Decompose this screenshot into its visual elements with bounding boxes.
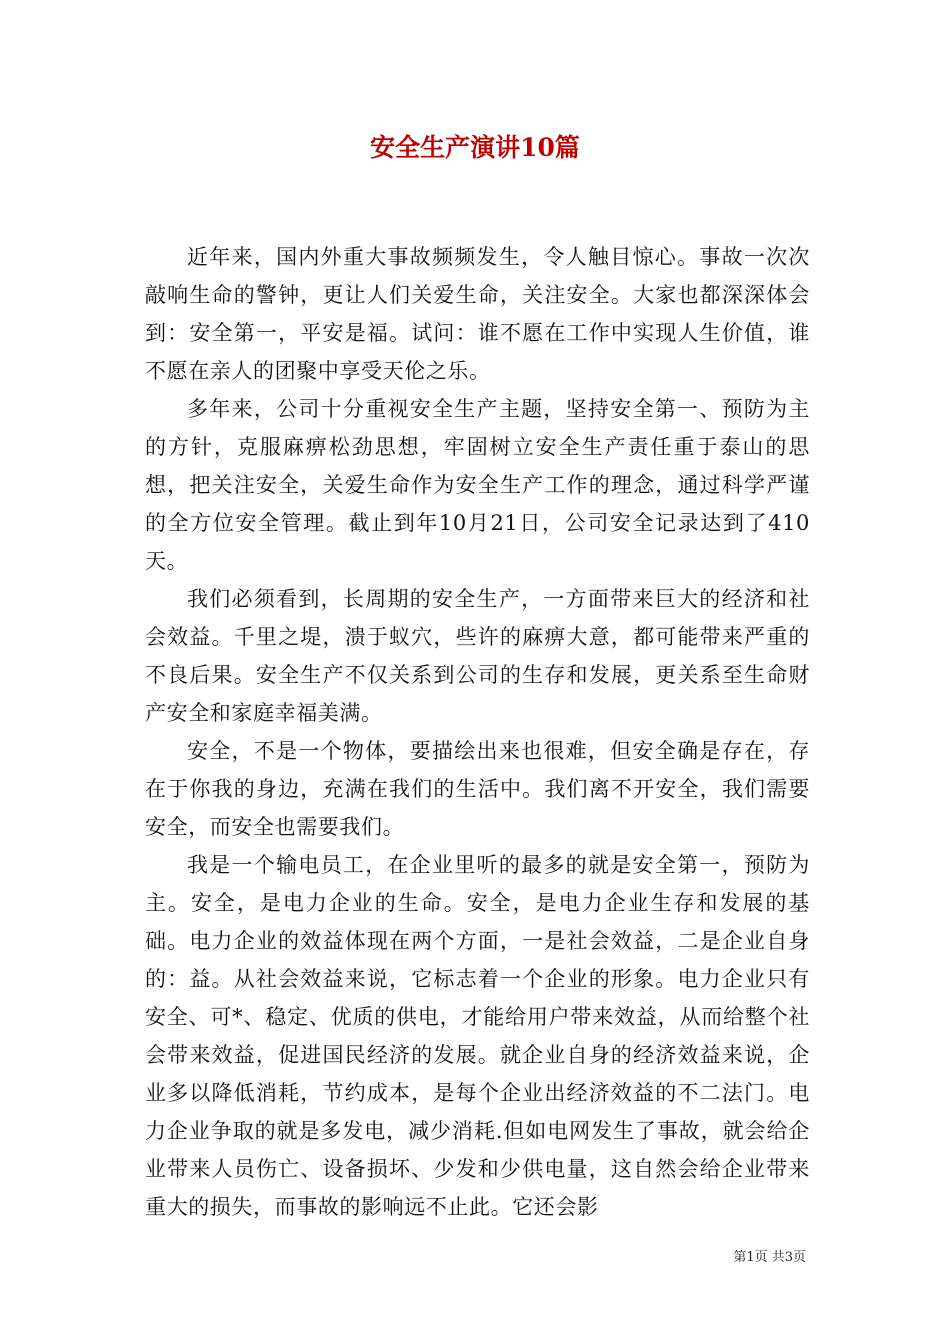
paragraph: 多年来，公司十分重视安全生产主题，坚持安全第一、预防为主的方针，克服麻痹松劲思想，牢固树立安全生产责任重于泰山的思想，把关注安全，关爱生命作为安全生产工作的理念，通过科学严谨的全方位安全管理。截止到年10月21日，公司安全记录达到了410天。 [145, 397, 810, 573]
paragraph: 近年来，国内外重大事故频频发生，令人触目惊心。事故一次次敲响生命的警钟，更让人们关爱生命，关注安全。大家也都深深体会到：安全第一，平安是福。试问：谁不愿在工作中实现人生价值，谁不愿在亲人的团聚中享受天伦之乐。 [145, 245, 810, 383]
document-title: 安全生产演讲10篇 [370, 133, 580, 162]
paragraph: 我是一个输电员工，在企业里听的最多的就是安全第一，预防为主。安全，是电力企业的生命。安全，是电力企业生存和发展的基础。电力企业的效益体现在两个方面，一是社会效益，二是企业自身的：益。从社会效益来说，它标志着一个企业的形象。电力企业只有安全、可*、稳定、优质的供电，才能给用户带来效益，从而给整个社会带来效益，促进国民经济的发展。就企业自身的经济效益来说，企业多以降低消耗，节约成本，是每个企业出经济效益的不二法门。电力企业争取的就是多发电，减少消耗.但如电网发生了事故，就会给企业带来人员伤亡、设备损坏、少发和少供电量，这自然会给企业带来重大的损失，而事故的影响远不止此。它还会影 [145, 853, 810, 1219]
paragraph: 我们必须看到，长周期的安全生产，一方面带来巨大的经济和社会效益。千里之堤，溃于蚁穴，些许的麻痹大意，都可能带来严重的不良后果。安全生产不仅关系到公司的生存和发展，更关系至生命财产安全和家庭幸福美满。 [145, 587, 810, 725]
page-number-footer: 第1页 共3页 [733, 1250, 806, 1265]
document-body [145, 238, 810, 1226]
paragraph: 安全，不是一个物体，要描绘出来也很难，但安全确是存在，存在于你我的身边，充满在我们的生活中。我们离不开安全，我们需要安全，而安全也需要我们。 [145, 739, 810, 839]
